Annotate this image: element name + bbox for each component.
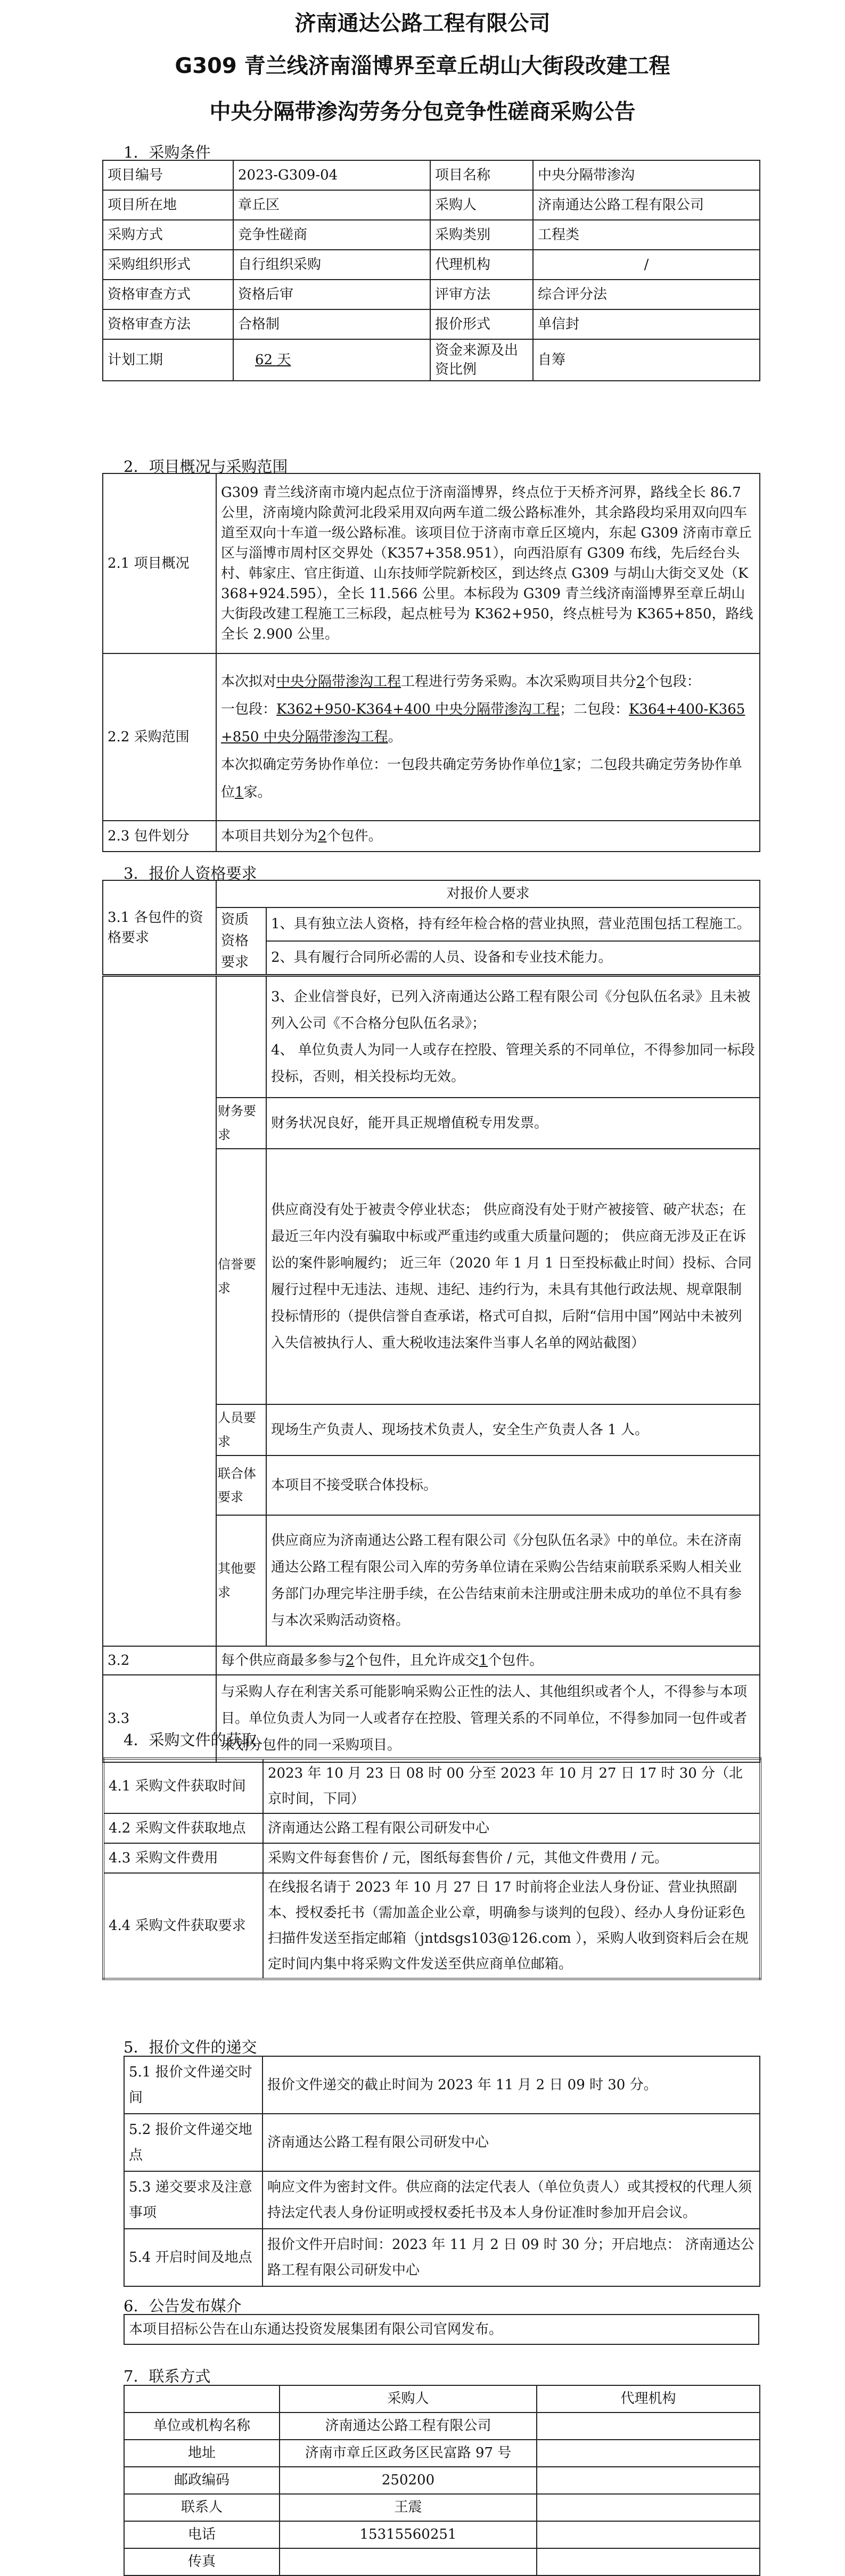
condition-value: 济南通达公路工程有限公司 bbox=[533, 190, 760, 220]
table-row bbox=[103, 339, 760, 381]
condition-value: 综合评分法 bbox=[533, 280, 760, 309]
condition-label: 资格审查方法 bbox=[103, 309, 233, 339]
package-label: 2.3 包件划分 bbox=[103, 821, 216, 852]
requirements-header: 对报价人要求 bbox=[216, 880, 760, 907]
qualification-item-2: 2、具有履行合同所必需的人员、设备和专业技术能力。 bbox=[266, 941, 760, 975]
submission-label: 5.4 开启时间及地点 bbox=[124, 2229, 262, 2286]
contact-agency-value bbox=[537, 2494, 760, 2521]
credit-text: 供应商没有处于被责令停业状态； 供应商没有处于财产被接管、破产状态；在最近三年内没有骗取中标或严重违约或重大质量问题的； 供应商无涉及正在诉讼的案件影响履约； 近三年（2020 年 1 月 1 日至投标截止时间）投标、合同履行过程中无违法、违规、违纪、违约行为，未具有其他行政法规、规章限制投标情形的（提供信誉自查承诺，格式可自拟，后附“信用中国”网站中未被列入失信被执行人、重大税收违法案件当事人名单的网站截图） bbox=[266, 1149, 760, 1404]
submission-label: 5.1 报价文件递交时间 bbox=[124, 2056, 262, 2114]
rule-3-3-label: 3.3 bbox=[103, 1675, 216, 1762]
condition-label: 采购组织形式 bbox=[103, 250, 233, 280]
section-1-heading: 1．采购条件 bbox=[124, 143, 211, 161]
contact-agency-value bbox=[537, 2440, 760, 2467]
project-title: G309 青兰线济南淄博界至章丘胡山大街段改建工程 bbox=[175, 54, 670, 78]
table-row bbox=[103, 160, 760, 190]
qualification-label-cont bbox=[216, 976, 266, 1098]
notice-title: 中央分隔带渗沟劳务分包竞争性磋商采购公告 bbox=[209, 100, 636, 124]
acquisition-value: 2023 年 10 月 23 日 08 时 00 分至 2023 年 10 月 27 日 17 时 30 分（北京时间，下同） bbox=[263, 1759, 760, 1813]
condition-label: 计划工期 bbox=[103, 339, 233, 381]
condition-label: 采购人 bbox=[430, 190, 533, 220]
contact-table bbox=[124, 2385, 760, 2576]
condition-value: 2023-G309-04 bbox=[233, 160, 430, 190]
condition-label: 采购类别 bbox=[430, 220, 533, 250]
union-label: 联合体要求 bbox=[216, 1455, 266, 1515]
table-row bbox=[124, 2413, 760, 2440]
qualification-label: 资质资格要求 bbox=[216, 907, 266, 975]
contact-agency-value bbox=[537, 2467, 760, 2494]
section-3-heading: 3．报价人资格要求 bbox=[124, 864, 257, 882]
table-row bbox=[124, 2521, 760, 2548]
table-row bbox=[103, 1843, 760, 1873]
table-row bbox=[124, 2171, 760, 2229]
section-4-heading: 4．采购文件的获取 bbox=[124, 1731, 257, 1749]
condition-label: 评审方法 bbox=[430, 280, 533, 309]
condition-value: 自筹 bbox=[533, 339, 760, 381]
contact-buyer-value bbox=[280, 2548, 537, 2575]
acquisition-label: 4.4 采购文件获取要求 bbox=[103, 1873, 263, 1979]
contact-agency-value bbox=[537, 2521, 760, 2548]
rule-3-2-text: 每个供应商最多参与2个包件，且允许成交1个包件。 bbox=[216, 1646, 760, 1675]
qualification-table-b bbox=[102, 976, 760, 1763]
table-row bbox=[124, 2467, 760, 2494]
table-row bbox=[103, 280, 760, 309]
condition-value: 资格后审 bbox=[233, 280, 430, 309]
acquisition-label: 4.1 采购文件获取时间 bbox=[103, 1759, 263, 1813]
contact-agency-value bbox=[537, 2413, 760, 2440]
publication-media-text: 本项目招标公告在山东通达投资发展集团有限公司官网发布。 bbox=[124, 2315, 759, 2344]
contact-label: 邮政编码 bbox=[124, 2467, 280, 2494]
procurement-conditions-table bbox=[102, 160, 760, 381]
section-7-heading: 7．联系方式 bbox=[124, 2367, 211, 2385]
finance-text: 财务状况良好，能开具正规增值税专用发票。 bbox=[266, 1098, 760, 1149]
condition-label: 资格审查方式 bbox=[103, 280, 233, 309]
table-row bbox=[103, 250, 760, 280]
contact-label: 单位或机构名称 bbox=[124, 2413, 280, 2440]
condition-value: / bbox=[533, 250, 760, 280]
scope-line-1: 本次拟对中央分隔带渗沟工程工程进行劳务采购。本次采购项目共分2个包段： bbox=[221, 674, 701, 690]
submission-value: 响应文件为密封文件。供应商的法定代表人（单位负责人）或其授权的代理人须持法定代表人身份证明或授权委托书及本人身份证准时参加开启会议。 bbox=[262, 2171, 760, 2229]
submission-value: 报价文件递交的截止时间为 2023 年 11 月 2 日 09 时 30 分。 bbox=[262, 2056, 760, 2114]
credit-label: 信誉要求 bbox=[216, 1149, 266, 1404]
contact-buyer-value: 15315560251 bbox=[280, 2521, 537, 2548]
condition-value: 单信封 bbox=[533, 309, 760, 339]
scope-line-2: 一包段：K362+950-K364+400 中央分隔带渗沟工程；二包段：K364+400-K365+850 中央分隔带渗沟工程。 bbox=[221, 701, 745, 745]
acquisition-label: 4.3 采购文件费用 bbox=[103, 1843, 263, 1873]
document-acquisition-table bbox=[102, 1757, 761, 1980]
qualification-table-a bbox=[102, 880, 760, 975]
condition-label: 项目所在地 bbox=[103, 190, 233, 220]
condition-label: 项目编号 bbox=[103, 160, 233, 190]
table-row bbox=[103, 309, 760, 339]
submission-value: 济南通达公路工程有限公司研发中心 bbox=[262, 2114, 760, 2171]
section-5-heading: 5．报价文件的递交 bbox=[124, 2038, 257, 2056]
submission-label: 5.2 报价文件递交地点 bbox=[124, 2114, 262, 2171]
section-6-heading: 6．公告发布媒介 bbox=[124, 2297, 242, 2315]
bid-submission-table bbox=[124, 2056, 760, 2287]
condition-label: 报价形式 bbox=[430, 309, 533, 339]
condition-value: 章丘区 bbox=[233, 190, 430, 220]
condition-value: 中央分隔带渗沟 bbox=[533, 160, 760, 190]
table-row bbox=[103, 190, 760, 220]
continued-label bbox=[103, 976, 216, 1646]
contact-label: 传真 bbox=[124, 2548, 280, 2575]
contact-buyer-value: 济南通达公路工程有限公司 bbox=[280, 2413, 537, 2440]
acquisition-value: 济南通达公路工程有限公司研发中心 bbox=[263, 1813, 760, 1843]
project-overview-table bbox=[102, 473, 760, 852]
table-row bbox=[103, 220, 760, 250]
condition-value: 工程类 bbox=[533, 220, 760, 250]
rule-3-3-text: 与采购人存在利害关系可能影响采购公正性的法人、其他组织或者个人，不得参与本项目。单位负责人为同一人或者存在控股、管理关系的不同单位，不得参加同一包件或者未划分包件的同一采购项目。 bbox=[216, 1675, 760, 1762]
contact-col-buyer: 采购人 bbox=[280, 2385, 537, 2413]
acquisition-value: 采购文件每套售价 / 元，图纸每套售价 / 元，其他文件费用 / 元。 bbox=[263, 1843, 760, 1873]
table-row bbox=[124, 2114, 760, 2171]
other-label: 其他要求 bbox=[216, 1515, 266, 1646]
qualification-item-3: 3、企业信誉良好，已列入济南通达公路工程有限公司《分包队伍名录》且未被列入公司《不合格分包队伍名录》； bbox=[271, 989, 751, 1032]
condition-value: 竞争性磋商 bbox=[233, 220, 430, 250]
scope-label: 2.2 采购范围 bbox=[103, 653, 216, 821]
requirements-label: 3.1 各包件的资格要求 bbox=[103, 880, 216, 975]
rule-3-2-label: 3.2 bbox=[103, 1646, 216, 1675]
table-row bbox=[124, 2548, 760, 2575]
scope-line-3: 本次拟确定劳务协作单位：一包段共确定劳务协作单位1家；二包段共确定劳务协作单位1家。 bbox=[221, 757, 742, 800]
submission-label: 5.3 递交要求及注意事项 bbox=[124, 2171, 262, 2229]
qualification-items-3-4 bbox=[266, 976, 760, 1098]
table-row bbox=[124, 2229, 760, 2286]
condition-label: 资金来源及出资比例 bbox=[430, 339, 533, 381]
submission-value: 报价文件开启时间：2023 年 11 月 2 日 09 时 30 分；开启地点： 济南通达公路工程有限公司研发中心 bbox=[262, 2229, 760, 2286]
company-title: 济南通达公路工程有限公司 bbox=[294, 11, 551, 36]
condition-value: 62 天 bbox=[233, 339, 430, 381]
table-row bbox=[124, 2494, 760, 2521]
table-row bbox=[103, 1873, 760, 1979]
publication-media-table bbox=[124, 2314, 759, 2345]
package-text: 本项目共划分为2个包件。 bbox=[216, 821, 760, 852]
contact-agency-value bbox=[537, 2548, 760, 2575]
table-row bbox=[124, 2056, 760, 2114]
contact-label: 联系人 bbox=[124, 2494, 280, 2521]
contact-buyer-value: 济南市章丘区政务区民富路 97 号 bbox=[280, 2440, 537, 2467]
overview-label: 2.1 项目概况 bbox=[103, 473, 216, 653]
table-row bbox=[124, 2440, 760, 2467]
condition-label: 代理机构 bbox=[430, 250, 533, 280]
contact-buyer-value: 王震 bbox=[280, 2494, 537, 2521]
condition-label: 项目名称 bbox=[430, 160, 533, 190]
contact-col-agency: 代理机构 bbox=[537, 2385, 760, 2413]
contact-label: 地址 bbox=[124, 2440, 280, 2467]
condition-value: 自行组织采购 bbox=[233, 250, 430, 280]
section-2-heading: 2．项目概况与采购范围 bbox=[124, 457, 288, 476]
acquisition-label: 4.2 采购文件获取地点 bbox=[103, 1813, 263, 1843]
table-row bbox=[103, 1759, 760, 1813]
acquisition-value: 在线报名请于 2023 年 10 月 27 日 17 时前将企业法人身份证、营业执照副本、授权委托书（需加盖企业公章，明确参与谈判的包段）、经办人身份证彩色扫描件发送至指定邮箱（jntdsgs103@126.com ），采购人收到资料后会在规定时间内集中将采购文件发送至供应商单位邮箱。 bbox=[263, 1873, 760, 1979]
staff-label: 人员要求 bbox=[216, 1404, 266, 1455]
finance-label: 财务要求 bbox=[216, 1098, 266, 1149]
contact-corner bbox=[124, 2385, 280, 2413]
staff-text: 现场生产负责人、现场技术负责人，安全生产负责人各 1 人。 bbox=[266, 1404, 760, 1455]
scope-cell bbox=[216, 653, 760, 821]
condition-label: 采购方式 bbox=[103, 220, 233, 250]
qualification-item-4: 4、 单位负责人为同一人或存在控股、管理关系的不同单位，不得参加同一标段投标，否则，相关投标均无效。 bbox=[271, 1042, 755, 1085]
condition-value: 合格制 bbox=[233, 309, 430, 339]
contact-label: 电话 bbox=[124, 2521, 280, 2548]
overview-text: G309 青兰线济南市境内起点位于济南淄博界，终点位于天桥齐河界，路线全长 86.7 公里，济南境内除黄河北段采用双向两车道二级公路标准外，其余路段均采用双向四车道至双向十车道一级公路标准。该项目位于济南市章丘区境内，东起 G309 济南市章丘区与淄博市周村区交界处（K357+358.951），向西沿原有 G309 布线，先后经台头村、韩家庄、官庄街道、山东技师学院新校区，到达终点 G309 与胡山大街交叉处（K368+924.595），全长 11.566 公里。本标段为 G309 青兰线济南淄博界至章丘胡山大街段改建工程施工三标段，起点桩号为 K362+950，终点桩号为 K365+850，路线全长 2.900 公里。 bbox=[216, 473, 760, 653]
qualification-item-1: 1、具有独立法人资格，持有经年检合格的营业执照，营业范围包括工程施工。 bbox=[266, 907, 760, 941]
union-text: 本项目不接受联合体投标。 bbox=[266, 1455, 760, 1515]
table-row bbox=[103, 1813, 760, 1843]
contact-buyer-value: 250200 bbox=[280, 2467, 537, 2494]
other-text: 供应商应为济南通达公路工程有限公司《分包队伍名录》中的单位。未在济南通达公路工程有限公司入库的劳务单位请在采购公告结束前联系采购人相关业务部门办理完毕注册手续，在公告结束前未注册或注册未成功的单位不具有参与本次采购活动资格。 bbox=[266, 1515, 760, 1646]
